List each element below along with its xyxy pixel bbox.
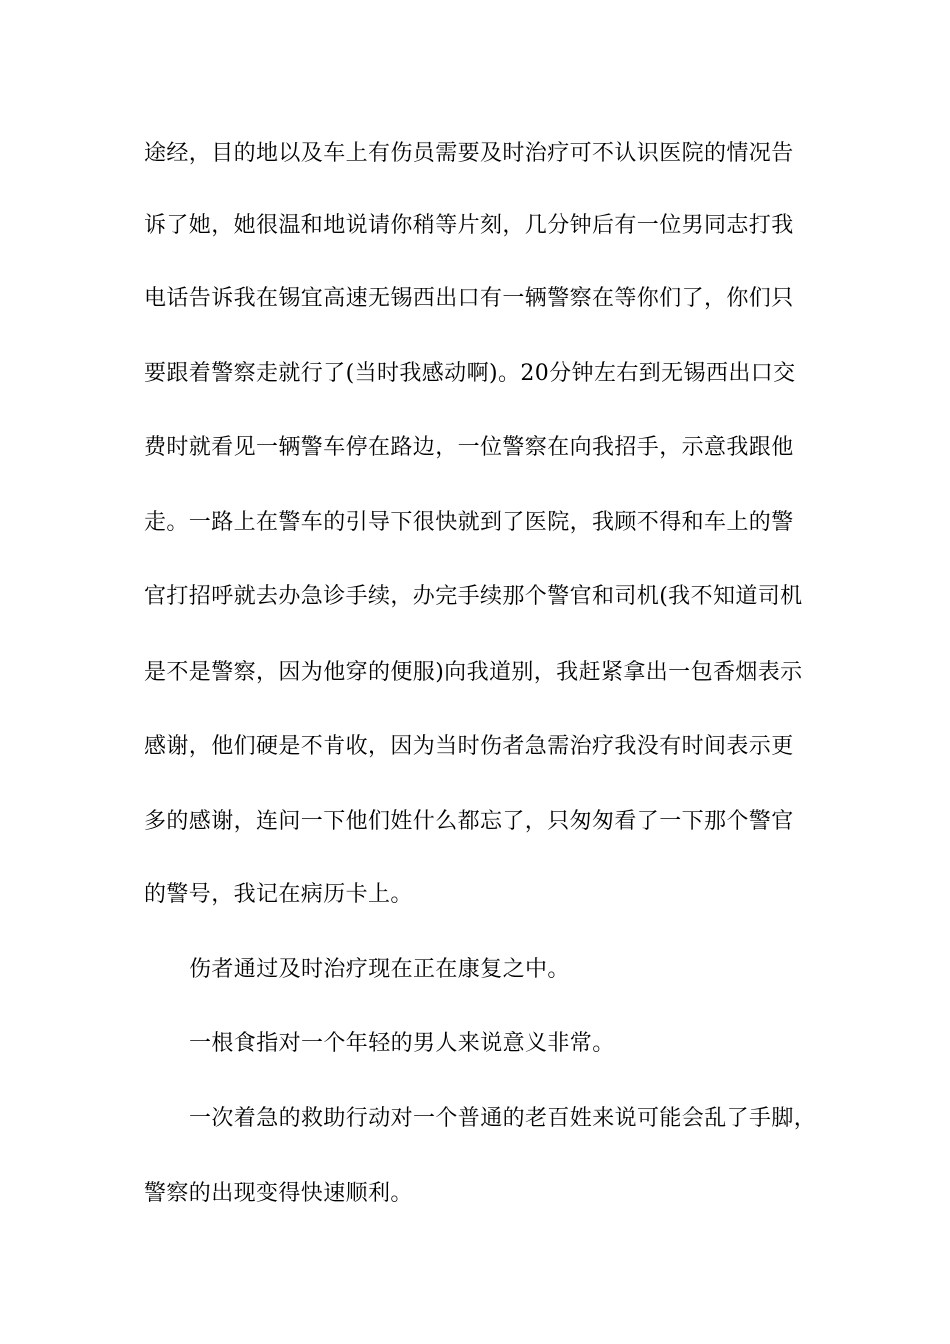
text-line: 是不是警察，因为他穿的便服)向我道别，我赶紧拿出一包香烟表示 xyxy=(144,660,803,685)
text-line: 途经，目的地以及车上有伤员需要及时治疗可不认识医院的情况告 xyxy=(144,141,794,166)
paragraph-line: 一根食指对一个年轻的男人来说意义非常。 xyxy=(189,1031,615,1056)
text-line: 多的感谢，连问一下他们姓什么都忘了，只匆匆看了一下那个警官 xyxy=(144,809,794,834)
text-line: 诉了她，她很温和地说请你稍等片刻，几分钟后有一位男同志打我 xyxy=(144,213,794,238)
text-line: 电话告诉我在锡宜高速无锡西出口有一辆警察在等你们了，你们只 xyxy=(144,286,794,311)
paragraph-line: 一次着急的救助行动对一个普通的老百姓来说可能会乱了手脚， xyxy=(189,1106,817,1131)
text-line: 感谢，他们硬是不肯收，因为当时伤者急需治疗我没有时间表示更 xyxy=(144,734,794,759)
text-line: 费时就看见一辆警车停在路边，一位警察在向我招手，示意我跟他 xyxy=(144,435,794,460)
text-line: 的警号，我记在病历卡上。 xyxy=(144,882,413,907)
text-line: 警察的出现变得快速顺利。 xyxy=(144,1181,413,1206)
paragraph-line: 伤者通过及时治疗现在正在康复之中。 xyxy=(189,957,570,982)
text-line: 官打招呼就去办急诊手续，办完手续那个警官和司机(我不知道司机 xyxy=(144,584,803,609)
text-line: 要跟着警察走就行了(当时我感动啊)。20分钟左右到无锡西出口交 xyxy=(144,361,796,386)
text-line: 走。一路上在警车的引导下很快就到了医院，我顾不得和车上的警 xyxy=(144,510,794,535)
